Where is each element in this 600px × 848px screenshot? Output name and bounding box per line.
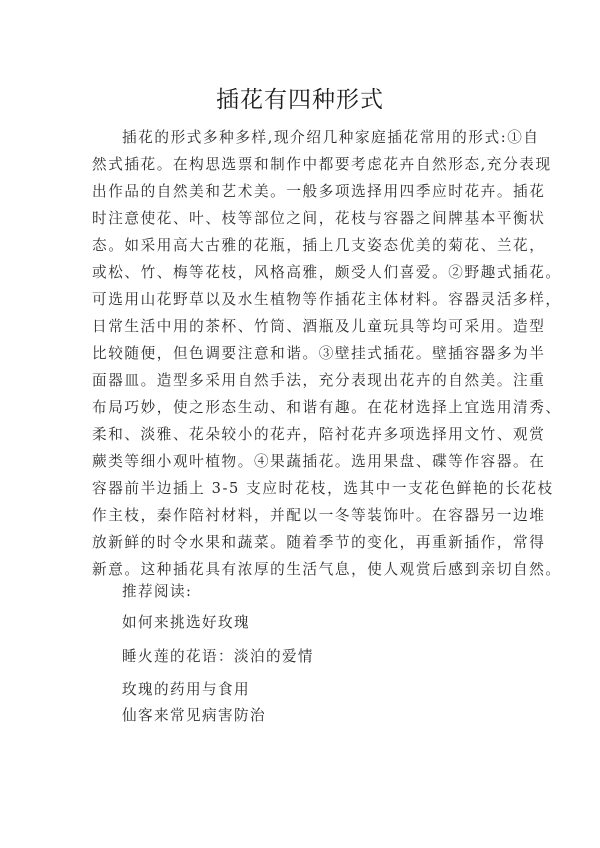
body-line: 布局巧妙，使之形态生动、和谐有趣。在花材选择上宜选用清秀、 [92,399,562,416]
recommended-link[interactable]: 玫瑰的药用与食用 [122,681,250,698]
body-line: 比较随便，但色调要注意和谐。③壁挂式插花。壁插容器多为半 [92,345,546,362]
page-title: 插花有四种形式 [216,87,384,113]
body-line: 柔和、淡雅、花朵较小的花卉，陪衬花卉多项选择用文竹、观赏 [92,426,546,443]
body-line: 面器皿。造型多采用自然手法，充分表现出花卉的自然美。注重 [92,372,546,389]
body-line: 时注意使花、叶、枝等部位之间，花枝与容器之间牌基本平衡状 [92,210,546,227]
body-line: 作主枝，秦作陪衬材料，并配以一冬等装饰叶。在容器另一边堆 [92,507,546,524]
recommended-link[interactable]: 睡火莲的花语：淡泊的爱情 [122,648,314,665]
recommended-link[interactable]: 如何来挑选好玫瑰 [122,614,250,631]
body-line: 出作品的自然美和艺术美。一般多项选择用四季应时花卉。插花 [92,183,546,200]
body-line: 然式插花。在构思选票和制作中都要考虑花卉自然形态,充分表现 [92,156,552,173]
body-line: 放新鲜的时令水果和蔬菜。随着季节的变化，再重新插作，常得 [92,534,546,551]
body-line: 蕨类等细小观叶植物。④果蔬插花。选用果盘、碟等作容器。在 [92,453,546,470]
body-line: 插花的形式多种多样,现介绍几种家庭插花常用的形式:①自 [122,129,540,146]
article-body [92,124,562,583]
body-line: 可选用山花野草以及水生植物等作插花主体材料。容器灵活多样， [92,291,562,308]
body-line: 或松、竹、梅等花枝，风格高雅，颇受人们喜爱。②野趣式插花。 [92,264,562,281]
body-line: 态。如采用高大古雅的花瓶，插上几支姿态优美的菊花、兰花， [92,237,546,254]
body-line: 新意。这种插花具有浓厚的生活气息，使人观赏后感到亲切自然。 [92,561,562,578]
body-line: 容器前半边插上 3-5 支应时花枝，选其中一支花色鲜艳的长花枝 [92,480,554,497]
recommended-link[interactable]: 仙客来常见病害防治 [122,707,266,724]
body-line: 日常生活中用的茶杯、竹筒、酒瓶及儿童玩具等均可采用。造型 [92,318,546,335]
recommended-reading-heading: 推荐阅读: [122,583,193,600]
